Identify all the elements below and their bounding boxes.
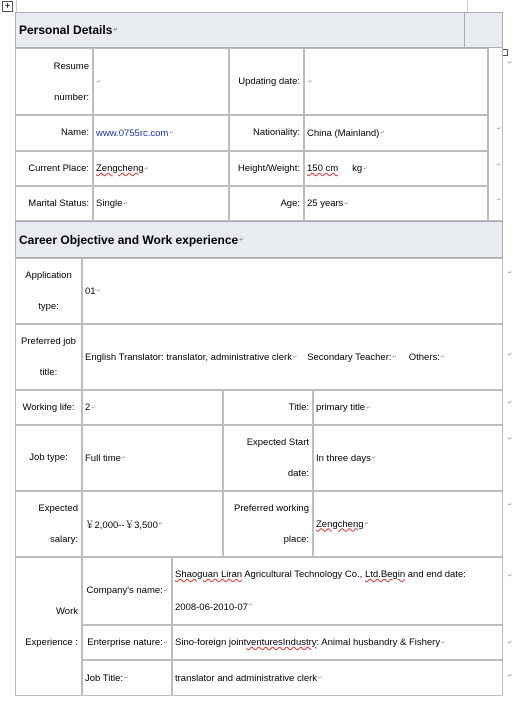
title-label: Title: [223,390,313,425]
row-end-mark: ↵ [508,502,513,508]
height-weight-label: Height/Weight: [229,151,304,186]
marital-status-label: Marital Status: [15,186,93,221]
job-title-value[interactable]: translator and administrative clerk ↵ [172,660,503,696]
height-weight-value[interactable]: 150 cm kg ↵ [304,151,488,186]
row-end-mark: ↵ [508,673,513,679]
table-move-handle[interactable] [2,1,13,12]
name-link[interactable]: www.0755rc.com [96,127,169,139]
row-end-mark: ↵ [508,60,513,66]
expected-salary-value[interactable]: ￥2,000--￥3,500 ↵ [82,491,223,557]
work-experience-label: Work Experience : [15,557,82,696]
current-place-value[interactable]: Zengcheng ↵ [93,151,229,186]
expected-start-date-value[interactable]: In three days ↵ [313,425,503,491]
row-end-mark: ↵ [508,436,513,442]
job-title-label: Job Title: ↵ [82,660,172,696]
company-name-label: Company's name: ↵ [82,557,172,625]
age-value[interactable]: 25 years ↵ [304,186,488,221]
move-cross-icon: + [4,1,11,12]
enterprise-nature-label: Enterprise nature: ↵ [82,625,172,660]
age-label: Age: [229,186,304,221]
job-type-value[interactable]: Full time ↵ [82,425,223,491]
row-end-mark: ↵ [497,126,502,132]
updating-date-value[interactable]: ↵ [304,48,488,115]
name-value[interactable]: www.0755rc.com ↵ [93,115,229,151]
row-end-mark: ↵ [497,162,502,168]
personal-details-heading: Personal Details ↵ [15,12,465,48]
resume-number-label: Resume number: [15,48,93,115]
preferred-job-title-label: Preferred job title: [15,324,82,390]
updating-date-label: Updating date: [229,48,304,115]
row-end-mark: ↵ [508,640,513,646]
title-value[interactable]: primary title ↵ [313,390,503,425]
marital-status-value[interactable]: Single ↵ [93,186,229,221]
expected-salary-label: Expected salary: [15,491,82,557]
company-name-value[interactable]: Shaoguan Liran Agricultural Technology Co., Ltd.Begin and end date: 2008-06-2010-07↵ [172,557,503,625]
row-end-mark: ↵ [508,270,513,276]
page-margin-line-left [16,0,17,12]
preferred-working-place-value[interactable]: Zengcheng ↵ [313,491,503,557]
expected-start-date-label: Expected Start date: [223,425,313,491]
working-life-label: Working life: [15,390,82,425]
nationality-label: Nationality: [229,115,304,151]
page-margin-line-right [467,0,468,12]
application-type-value[interactable]: 01 ↵ [82,258,503,324]
enterprise-nature-value[interactable]: Sino-foreign joint venturesIndustry : Animal husbandry & Fishery ↵ [172,625,503,660]
row-end-mark: ↵ [508,573,513,579]
nationality-value[interactable]: China (Mainland) ↵ [304,115,488,151]
current-place-label: Current Place: [15,151,93,186]
preferred-working-place-label: Preferred working place: [223,491,313,557]
resume-number-value[interactable]: ↵ [93,48,229,115]
row-end-mark: ↵ [508,400,513,406]
row-end-mark: ↵ [497,197,502,203]
working-life-value[interactable]: 2 ↵ [82,390,223,425]
job-type-label: Job type: [15,425,82,491]
row-end-mark: ↵ [508,352,513,358]
preferred-job-title-value[interactable]: English Translator: translator, administrative clerk ↵ Secondary Teacher: ↵ Others: ↵ [82,324,503,390]
personal-gutter [488,48,503,221]
application-type-label: Application type: [15,258,82,324]
personal-heading-end-cell [464,12,503,48]
career-heading: Career Objective and Work experience ↵ [15,221,503,258]
name-label: Name: [15,115,93,151]
